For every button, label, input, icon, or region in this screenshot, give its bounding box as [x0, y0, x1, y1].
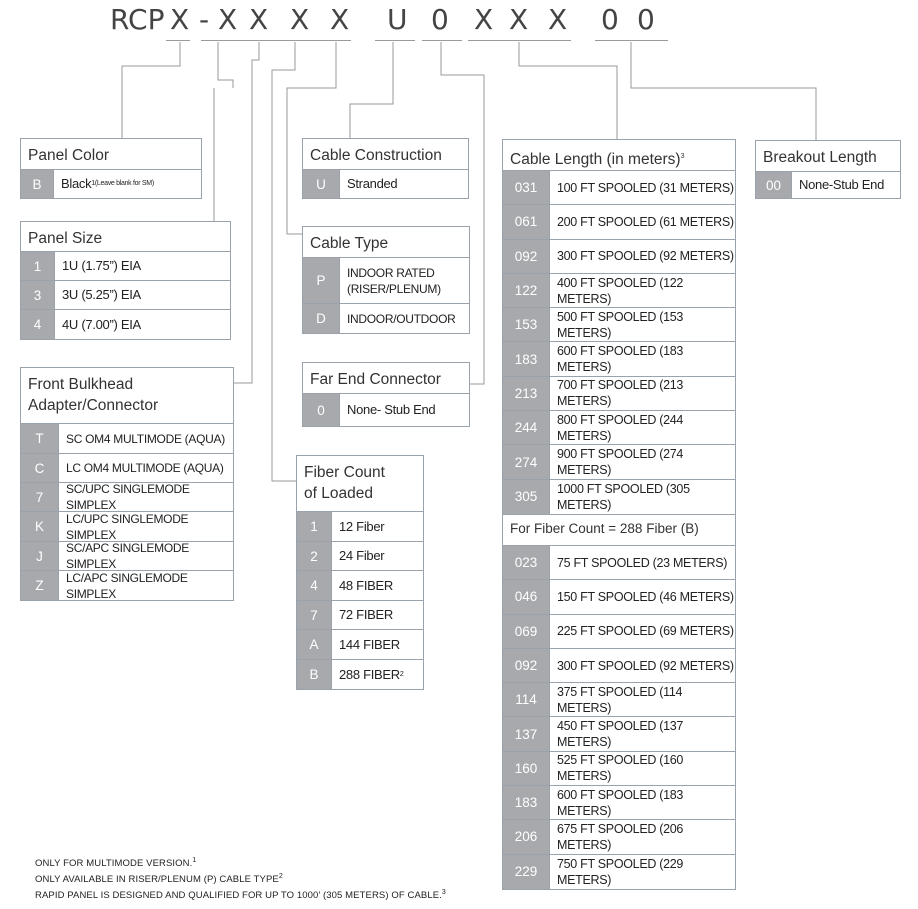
table-row: [303, 304, 469, 333]
front-bulkhead-title-line2: Adapter/Connector: [28, 397, 159, 414]
table-row: [21, 571, 233, 600]
footnote-marker: 3: [441, 889, 446, 896]
option-desc: [340, 258, 441, 303]
table-row: [503, 377, 735, 411]
option-desc: 450 FT SPOOLED (137 METERS): [557, 719, 684, 750]
footnote-text: RAPID PANEL IS DESIGNED AND QUALIFIED FOR UP TO 1000’ (305 METERS) OF CABLE.: [35, 890, 442, 902]
part-char-length-1: X: [474, 3, 494, 36]
table-row: [503, 240, 735, 274]
table-row: [503, 411, 735, 445]
connector-length: [519, 42, 617, 139]
table-row: [21, 483, 233, 512]
connector-panel-color: [122, 42, 180, 139]
option-desc: 600 FT SPOOLED (183 METERS): [557, 787, 684, 818]
table-row: [21, 542, 233, 571]
option-desc: 3U (5.25”) EIA: [62, 287, 141, 302]
option-desc: Stranded: [347, 176, 398, 191]
option-code: 092: [503, 649, 550, 682]
option-code: 153: [503, 308, 550, 341]
table-row: [21, 454, 233, 483]
option-code: 122: [503, 274, 550, 307]
option-code: 1: [21, 252, 55, 280]
panel-size-table: [20, 221, 231, 340]
option-code: 183: [503, 342, 550, 375]
footnote-marker: 1: [192, 857, 197, 864]
table-row: [503, 445, 735, 479]
option-code: 229: [503, 855, 550, 889]
option-code: B: [21, 170, 54, 198]
option-desc: 144 FIBER: [339, 636, 400, 652]
part-char-bulkhead: X: [249, 3, 269, 36]
connector-fiber-count: [272, 42, 296, 481]
connector-construction: [350, 42, 393, 139]
option-code: 244: [503, 411, 550, 444]
option-code: D: [303, 304, 340, 333]
option-code: 137: [503, 717, 550, 750]
option-code: 2: [297, 542, 332, 570]
option-code: 160: [503, 752, 550, 785]
table-row: [503, 649, 735, 683]
underline: [468, 40, 571, 41]
option-note: (Leave blank for SM): [94, 180, 154, 187]
option-desc-text: Black: [61, 176, 92, 191]
underline: [595, 40, 668, 41]
option-desc: 525 FT SPOOLED (160 METERS): [557, 753, 684, 784]
option-desc: 75 FT SPOOLED (23 METERS): [557, 555, 728, 570]
option-desc-text: 288 FIBER: [339, 666, 400, 682]
connector-panel-size: [218, 42, 233, 88]
option-desc: SC/APC SINGLEMODE SIMPLEX: [66, 541, 189, 571]
part-char-construction: U: [387, 3, 408, 36]
cable-length-rows-288: [503, 546, 735, 889]
part-char-size: X: [218, 3, 238, 36]
option-code: 023: [503, 546, 550, 579]
option-desc: 4U (7.00”) EIA: [62, 316, 141, 332]
cable-type-table: [302, 226, 470, 334]
table-row: [21, 252, 230, 281]
option-desc: None- Stub End: [347, 402, 436, 417]
table-row: [503, 683, 735, 717]
option-desc: [332, 660, 403, 689]
table-row: [297, 512, 423, 542]
table-row: [21, 310, 230, 339]
option-code: U: [303, 170, 340, 198]
footnote-3: [35, 889, 446, 901]
table-row: [297, 630, 423, 660]
option-code: 0: [303, 394, 340, 426]
option-code: 274: [503, 445, 550, 478]
option-desc: 300 FT SPOOLED (92 METERS): [557, 658, 734, 673]
part-char-fiber-count: X: [290, 3, 310, 36]
option-code: 305: [503, 480, 550, 514]
panel-color-title: Panel Color: [21, 139, 201, 170]
underline: [166, 40, 190, 41]
part-char-cable-type: X: [330, 3, 350, 36]
cable-construction-table: [302, 138, 469, 199]
option-desc: LC/UPC SINGLEMODE SIMPLEX: [66, 511, 189, 542]
option-code: A: [297, 630, 332, 659]
option-desc: 1U (1.75”) EIA: [62, 258, 141, 273]
option-desc-line1: INDOOR RATED: [347, 265, 435, 280]
footnote-text: ONLY AVAILABLE IN RISER/PLENUM (P) CABLE TYPE: [35, 874, 279, 886]
option-desc: LC/APC SINGLEMODE SIMPLEX: [66, 570, 188, 601]
underline: [422, 40, 462, 41]
underline: [201, 40, 351, 41]
table-row: [503, 786, 735, 820]
option-desc: LC OM4 MULTIMODE (AQUA): [66, 461, 224, 475]
option-desc: 400 FT SPOOLED (122 METERS): [557, 275, 684, 306]
table-row: [303, 394, 469, 426]
table-row: [503, 752, 735, 786]
footnote-1: [35, 857, 196, 869]
option-desc: 200 FT SPOOLED (61 METERS): [557, 214, 734, 229]
front-bulkhead-table: [20, 367, 234, 601]
connector-breakout: [631, 42, 816, 140]
fiber-count-title-line2: of Loaded: [304, 485, 373, 502]
option-desc: 600 FT SPOOLED (183 METERS): [557, 344, 684, 375]
table-row: [503, 855, 735, 889]
footnote-2: [35, 873, 283, 885]
table-row: [503, 717, 735, 751]
table-row: [297, 601, 423, 630]
option-desc-line2: (RISER/PLENUM): [347, 281, 441, 296]
option-code: 4: [297, 571, 332, 600]
option-code: T: [21, 424, 59, 453]
panel-size-title: Panel Size: [21, 222, 230, 252]
table-row: [503, 546, 735, 580]
option-code: 046: [503, 580, 550, 613]
cable-construction-title: Cable Construction: [303, 139, 468, 170]
table-row: [503, 308, 735, 342]
option-code: 206: [503, 820, 550, 853]
option-code: 3: [21, 281, 55, 309]
cable-length-title-text: Cable Length (in meters): [510, 151, 681, 169]
front-bulkhead-title-line1: Front Bulkhead: [28, 376, 134, 393]
front-bulkhead-title: [21, 368, 233, 424]
part-char-length-2: X: [509, 3, 529, 36]
part-char-breakout-2: 0: [637, 3, 655, 36]
option-desc: 900 FT SPOOLED (274 METERS): [557, 447, 684, 478]
far-end-connector-title: Far End Connector: [303, 363, 469, 394]
footnote-marker: 2: [278, 873, 283, 880]
option-code: 00: [756, 172, 792, 198]
option-desc: 675 FT SPOOLED (206 METERS): [557, 821, 684, 852]
part-dash: -: [199, 3, 210, 36]
option-desc: 225 FT SPOOLED (69 METERS): [557, 624, 734, 639]
table-row: [503, 205, 735, 239]
option-desc: 100 FT SPOOLED (31 METERS): [557, 180, 734, 195]
connector-bulkhead: [233, 42, 259, 383]
option-code: 7: [21, 483, 59, 511]
part-char-far-end: 0: [431, 3, 449, 36]
option-code: B: [297, 660, 332, 689]
option-code: 7: [297, 601, 332, 629]
option-desc: SC OM4 MULTIMODE (AQUA): [66, 431, 225, 446]
breakout-length-table: [755, 140, 901, 199]
option-code: 061: [503, 205, 550, 238]
cable-length-table: [502, 139, 736, 890]
option-code: 4: [21, 310, 55, 339]
part-prefix: RCP: [110, 3, 165, 36]
breakout-length-title: Breakout Length: [756, 141, 900, 172]
option-desc: INDOOR/OUTDOOR: [347, 311, 456, 326]
footnote-marker: 1: [91, 180, 95, 187]
panel-color-table: [20, 138, 202, 199]
part-char-color: X: [170, 3, 190, 36]
option-desc: 24 Fiber: [339, 548, 385, 563]
table-row: [503, 615, 735, 649]
option-code: 183: [503, 786, 550, 819]
option-code: P: [303, 258, 340, 303]
table-row: [21, 281, 230, 310]
cable-length-subheading: For Fiber Count = 288 Fiber (B): [503, 514, 735, 546]
option-code: 213: [503, 377, 550, 410]
option-code: 1: [297, 512, 332, 541]
table-row: [303, 258, 469, 304]
cable-length-title: [503, 140, 735, 171]
option-code: K: [21, 512, 59, 541]
fiber-count-title-line1: Fiber Count: [304, 464, 385, 481]
table-row: [21, 512, 233, 542]
table-row: [21, 424, 233, 454]
table-row: [303, 170, 468, 198]
option-desc: 700 FT SPOOLED (213 METERS): [557, 378, 684, 409]
table-row: [756, 172, 900, 198]
option-desc: SC/UPC SINGLEMODE SIMPLEX: [66, 482, 190, 512]
table-row: [503, 480, 735, 514]
cable-type-title: Cable Type: [303, 227, 469, 258]
part-char-breakout-1: 0: [601, 3, 619, 36]
option-desc: 500 FT SPOOLED (153 METERS): [557, 309, 684, 340]
footnote-text: ONLY FOR MULTIMODE VERSION.: [35, 858, 193, 870]
table-row: [503, 580, 735, 614]
option-desc: 800 FT SPOOLED (244 METERS): [557, 412, 684, 443]
footnote-marker: 3: [680, 153, 685, 160]
option-code: 069: [503, 615, 550, 648]
table-row: [503, 342, 735, 376]
table-row: [503, 274, 735, 308]
option-code: 031: [503, 171, 550, 204]
option-desc: 375 FT SPOOLED (114 METERS): [557, 684, 683, 715]
option-desc: 12 Fiber: [339, 518, 385, 534]
option-desc: [54, 170, 154, 198]
table-row: [297, 542, 423, 571]
option-code: C: [21, 454, 59, 482]
option-desc: 300 FT SPOOLED (92 METERS): [557, 249, 734, 264]
part-char-length-3: X: [548, 3, 568, 36]
option-desc: 750 FT SPOOLED (229 METERS): [557, 856, 684, 887]
fiber-count-title: [297, 456, 423, 512]
table-row: [503, 820, 735, 854]
table-row: [297, 571, 423, 601]
table-row: [297, 660, 423, 689]
underline: [375, 40, 415, 41]
option-desc: 1000 FT SPOOLED (305 METERS): [557, 481, 690, 512]
cable-length-rows: [503, 171, 735, 514]
option-code: J: [21, 542, 59, 570]
option-code: Z: [21, 571, 59, 600]
table-row: [503, 171, 735, 205]
fiber-count-table: [296, 455, 424, 690]
far-end-connector-table: [302, 362, 470, 427]
option-desc: 48 FIBER: [339, 577, 393, 593]
table-row: [21, 170, 201, 198]
option-code: 092: [503, 240, 550, 273]
option-code: 114: [503, 683, 550, 716]
option-desc: None-Stub End: [799, 177, 884, 192]
option-desc: 72 FIBER: [339, 607, 393, 622]
footnote-marker: 2: [399, 670, 404, 678]
option-desc: 150 FT SPOOLED (46 METERS): [557, 589, 734, 604]
